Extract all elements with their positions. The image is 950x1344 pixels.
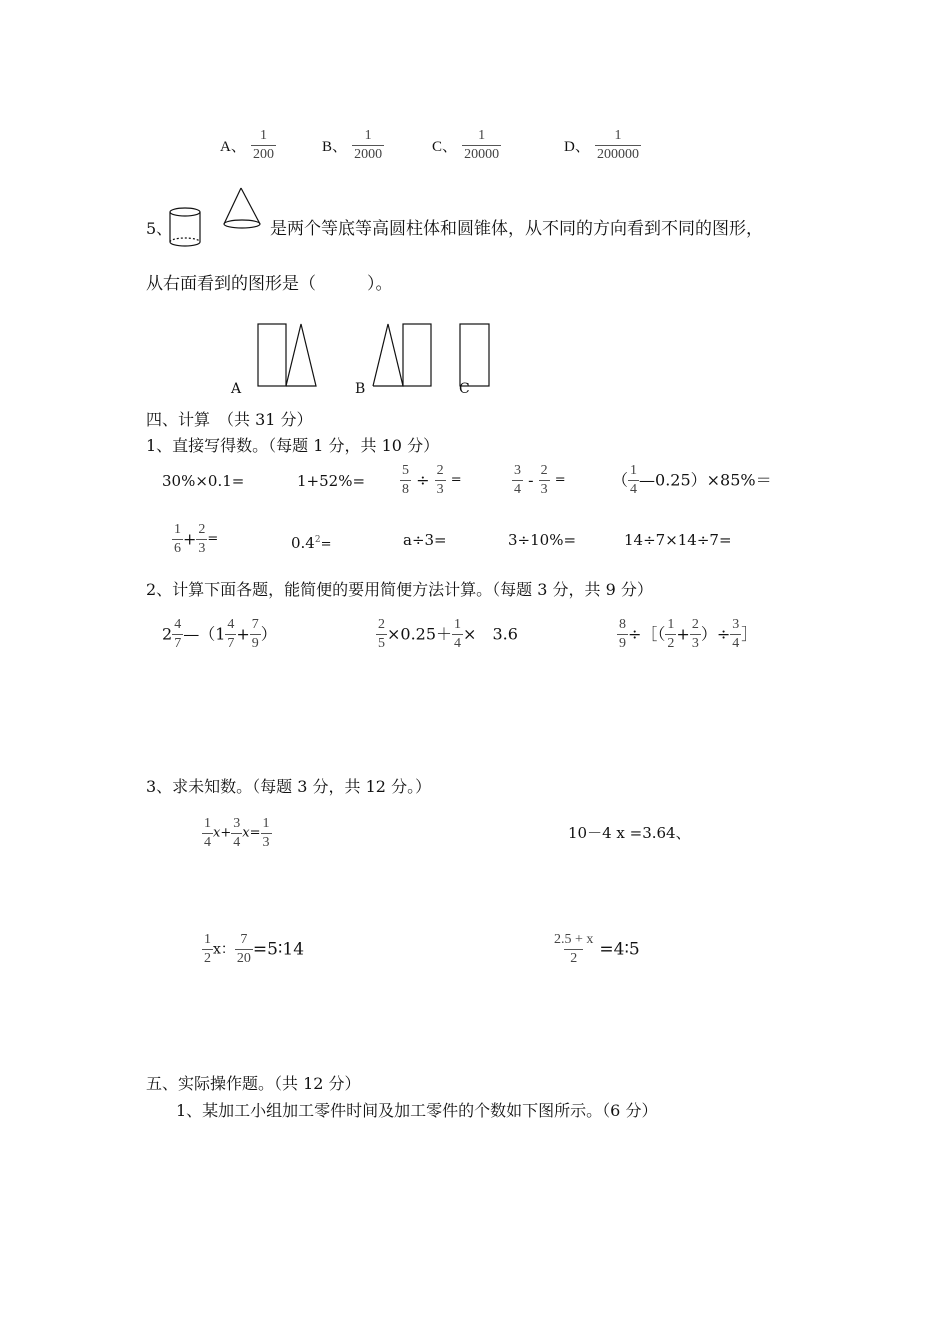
cylinder-cone-figure: [168, 186, 268, 248]
section4-part1-title: 1、直接写得数。（每题 1 分，共 10 分）: [146, 436, 440, 455]
equation-3: $\frac{1}{2}$ x： $\frac{7}{20}$ =5∶14: [204, 932, 305, 966]
expr-1: 2 $\frac{4}{7}$ —（1 $\frac{4}{7}$ + $\frac{7}{9}$ ）: [162, 617, 277, 651]
calc-e: （ $\frac{1}{4}$ —0.25）×85%＝: [612, 463, 772, 497]
fraction: $\frac{1}{2}$: [667, 617, 675, 651]
figure-c: [460, 324, 489, 386]
fraction: $\frac{1}{200}$: [252, 128, 274, 162]
fraction: $\frac{1}{2}$: [204, 932, 211, 966]
fraction: $\frac{2.5 + x}{2}$: [554, 932, 594, 966]
fraction: $\frac{1}{2000}$: [354, 128, 383, 162]
fraction: $\frac{2}{5}$: [378, 617, 385, 651]
fraction: $\frac{1}{4}$: [454, 617, 462, 651]
fraction: $\frac{2}{3}$: [691, 617, 699, 651]
fraction: $\frac{1}{4}$: [204, 816, 211, 850]
option-b: B、 $\frac{1}{2000}$: [322, 128, 383, 162]
fraction: $\frac{8}{9}$: [619, 617, 626, 651]
calc-d: $\frac{3}{4}$ - $\frac{2}{3}$ =: [514, 463, 566, 497]
fraction: $\frac{5}{8}$: [402, 463, 409, 497]
option-a: A、 $\frac{1}{200}$: [220, 128, 274, 162]
fraction: $\frac{1}{20000}$: [464, 128, 500, 162]
fraction: $\frac{3}{4}$: [732, 617, 740, 651]
equation-1: $\frac{1}{4}$ x+ $\frac{3}{4}$ x= $\frac{1}{3}$: [204, 816, 270, 850]
cylinder-icon: [170, 208, 200, 246]
section5-title: 五、实际操作题。（共 12 分）: [146, 1074, 361, 1093]
fraction: $\frac{1}{200000}$: [596, 128, 639, 162]
fraction: $\frac{4}{7}$: [227, 617, 235, 651]
calc-i: 3÷10%=: [508, 531, 577, 549]
fraction: $\frac{2}{3}$: [198, 522, 206, 556]
q5-text-line2: 从右面看到的图形是（ ）。: [146, 274, 393, 294]
figure-a: [258, 324, 316, 386]
calc-b: 1+52%=: [297, 472, 366, 490]
fraction: $\frac{1}{4}$: [630, 463, 638, 497]
q5-text-line1: 是两个等底等高圆柱体和圆锥体，从不同的方向看到不同的图形，: [270, 219, 763, 239]
fraction: $\frac{7}{9}$: [251, 617, 259, 651]
calc-h: a÷3=: [403, 531, 447, 549]
fraction: $\frac{2}{3}$: [540, 463, 548, 497]
expr-2: $\frac{2}{5}$ ×0.25＋ $\frac{1}{4}$ × 3.6: [378, 617, 518, 651]
figure-b: [373, 324, 431, 386]
calc-a: 30%×0.1=: [162, 472, 245, 490]
fraction: $\frac{4}{7}$: [174, 617, 182, 651]
fraction: $\frac{7}{20}$: [236, 932, 251, 966]
q5-number: 5、: [146, 219, 173, 238]
fraction: $\frac{3}{4}$: [514, 463, 521, 497]
calc-f: $\frac{1}{6}$ + $\frac{2}{3}$ =: [174, 522, 219, 556]
expr-3: $\frac{8}{9}$ ÷［（ $\frac{1}{2}$ + $\frac{2}{3}$ ）÷ $\frac{3}{4}$ ］: [619, 617, 758, 651]
calc-j: 14÷7×14÷7=: [624, 531, 732, 549]
option-d: D、 $\frac{1}{200000}$: [564, 128, 639, 162]
fraction: $\frac{3}{4}$: [233, 816, 241, 850]
calc-g: $0.4^2=$: [291, 534, 332, 552]
fraction: $\frac{2}{3}$: [436, 463, 444, 497]
choice-label-b: B: [355, 381, 366, 397]
section4-part3-title: 3、求未知数。（每题 3 分，共 12 分。）: [146, 777, 432, 796]
choice-label-a: A: [231, 381, 242, 397]
section5-question-1: 1、某加工小组加工零件时间及加工零件的个数如下图所示。（6 分）: [176, 1101, 658, 1120]
fraction: $\frac{1}{3}$: [262, 816, 270, 850]
fraction: $\frac{1}{6}$: [174, 522, 181, 556]
calc-c: $\frac{5}{8}$ ÷ $\frac{2}{3}$ =: [402, 463, 462, 497]
section4-part2-title: 2、计算下面各题，能简便的要用简便方法计算。（每题 3 分，共 9 分）: [146, 580, 653, 599]
option-c: C、 $\frac{1}{20000}$: [432, 128, 500, 162]
equation-4: $\frac{2.5 + x}{2}$ =4∶5: [548, 932, 640, 967]
equation-2: 10－4 x =3.64、: [568, 824, 691, 842]
cone-icon: [224, 188, 260, 228]
choice-label-c: C: [459, 381, 470, 397]
section4-title: 四、计算 （共 31 分）: [146, 410, 313, 429]
